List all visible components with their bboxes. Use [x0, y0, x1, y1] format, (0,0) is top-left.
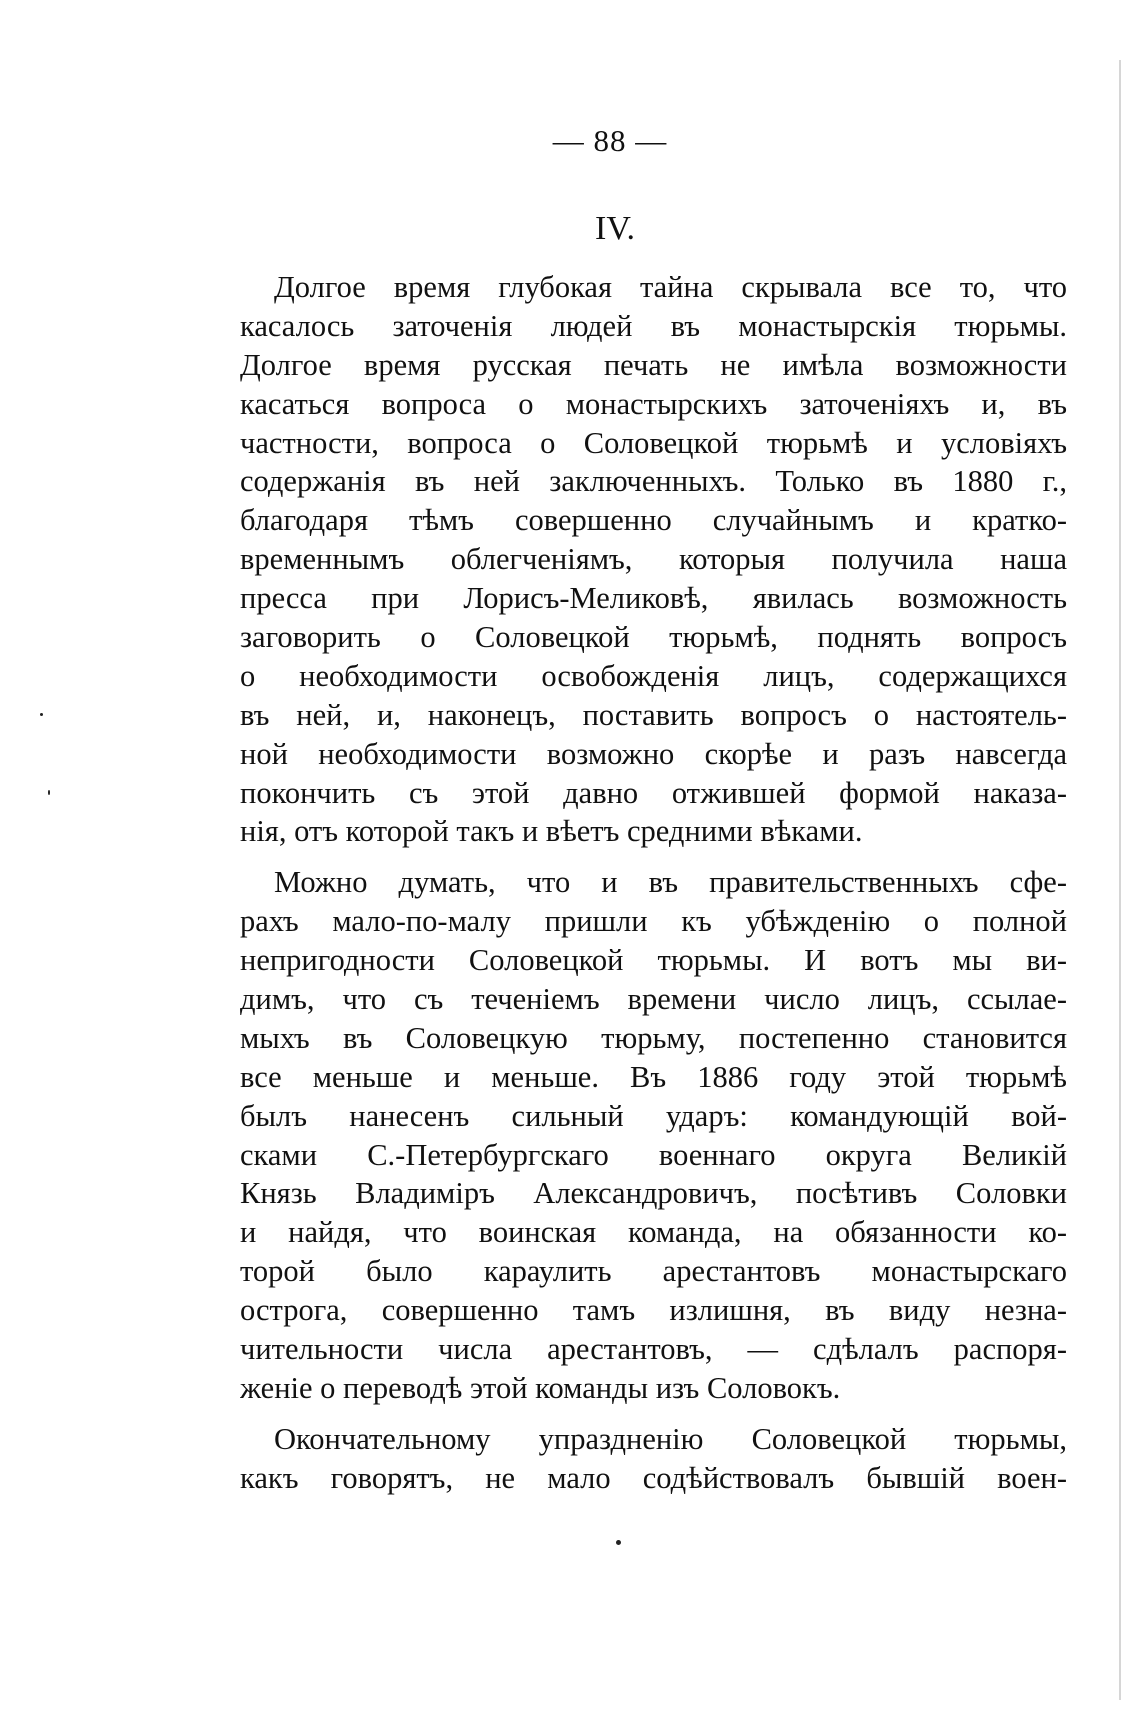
text-line: Окончательному упраздненію Соловецкой тюрьмы, [274, 1421, 1067, 1456]
paragraph-2 [240, 863, 1067, 1407]
text-line: рахъ мало-по-малу пришли къ убѣжденію о полной [240, 904, 1067, 939]
text-line: торой было караулить арестантовъ монастырскаго [240, 1254, 1067, 1289]
text-line: острога, совершенно тамъ излишня, въ виду незна- [240, 1293, 1067, 1328]
text-line: содержанія въ ней заключенныхъ. Только въ 1880 г., [240, 464, 1067, 499]
text-line: и найдя, что воинская команда, на обязанности ко- [240, 1215, 1067, 1250]
print-speck [40, 713, 43, 716]
text-line: ной необходимости возможно скорѣе и разъ навсегда [240, 736, 1067, 771]
text-line: чительности числа арестантовъ, — сдѣлалъ распоря- [240, 1332, 1067, 1367]
paragraph-gap [240, 1408, 1067, 1420]
text-line: былъ нанесенъ сильный ударъ: командующій вой- [240, 1098, 1067, 1133]
text-line: покончить съ этой давно отжившей формой наказа- [240, 775, 1067, 810]
text-line: Долгое время русская печать не имѣла возможности [240, 347, 1067, 382]
text-line: Можно думать, что и въ правительственныхъ сфе- [274, 865, 1067, 900]
text-line: мыхъ въ Соловецкую тюрьму, постепенно становится [240, 1020, 1067, 1055]
text-line: женіе о переводѣ этой команды изъ Соловокъ. [240, 1370, 841, 1405]
paragraph-3 [240, 1420, 1067, 1498]
text-line: какъ говорятъ, не мало содѣйствовалъ бывшій воен- [240, 1460, 1067, 1495]
text-line: заговорить о Соловецкой тюрьмѣ, поднять вопросъ [240, 620, 1067, 655]
text-line: касаться вопроса о монастырскихъ заточеніяхъ и, въ [240, 386, 1067, 421]
text-line: все меньше и меньше. Въ 1886 году этой тюрьмѣ [240, 1059, 1067, 1094]
text-line: касалось заточенія людей въ монастырскія тюрьмы. [240, 308, 1067, 343]
page-number: — 88 — [552, 123, 668, 158]
print-speck [616, 1540, 621, 1545]
body-text [240, 268, 1067, 1498]
print-speck [48, 790, 50, 795]
page-edge-line [1119, 60, 1121, 1700]
text-line: пресса при Лорисъ-Меликовѣ, явилась возможность [240, 581, 1067, 616]
text-line: частности, вопроса о Соловецкой тюрьмѣ и условіяхъ [240, 425, 1067, 460]
text-line: сками С.-Петербургскаго военнаго округа Великій [240, 1137, 1067, 1172]
paragraph-1 [240, 268, 1067, 851]
text-line: о необходимости освобожденія лицъ, содержащихся [240, 658, 1067, 693]
text-line: Князь Владиміръ Александровичъ, посѣтивъ Соловки [240, 1176, 1067, 1211]
chapter-heading: IV. [595, 210, 635, 247]
paragraph-gap [240, 851, 1067, 863]
text-line: непригодности Соловецкой тюрьмы. И вотъ мы ви- [240, 943, 1067, 978]
text-line: временнымъ облегченіямъ, которыя получила наша [240, 542, 1067, 577]
text-line: въ ней, и, наконецъ, поставить вопросъ о настоятель- [240, 697, 1067, 732]
text-line: нія, отъ которой такъ и вѣетъ средними вѣками. [240, 814, 863, 849]
text-line: Долгое время глубокая тайна скрывала все то, что [274, 270, 1067, 304]
text-line: димъ, что съ теченіемъ времени число лицъ, ссылае- [240, 982, 1067, 1017]
text-line: благодаря тѣмъ совершенно случайнымъ и кратко- [240, 503, 1067, 538]
